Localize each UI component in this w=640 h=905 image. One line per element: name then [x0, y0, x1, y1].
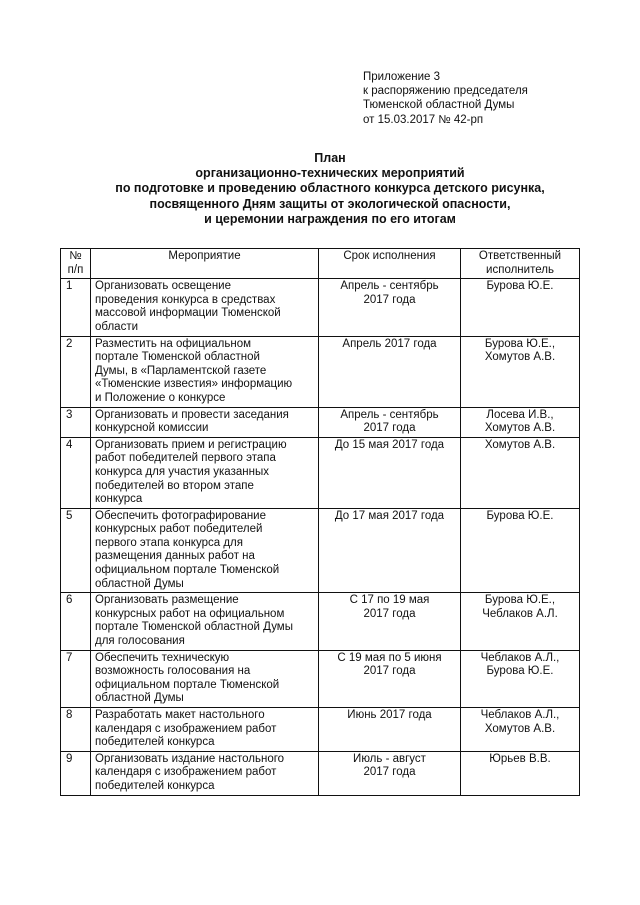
- cell-resp: [461, 751, 580, 795]
- table-row: [61, 751, 580, 795]
- header-term: [319, 249, 461, 279]
- cell-resp: [461, 508, 580, 593]
- cell-term: [319, 336, 461, 407]
- title-line: посвященного Дням защиты от экологической опасности,: [149, 196, 511, 211]
- appendix-line: Приложение 3: [363, 71, 441, 83]
- cell-num: 9: [61, 751, 91, 795]
- cell-resp-line: Хомутов А.В.: [484, 722, 556, 735]
- appendix-line: к распоряжению председателя: [363, 85, 528, 98]
- cell-num: 2: [61, 336, 91, 407]
- cell-term: [319, 708, 461, 752]
- cell-num: 6: [61, 593, 91, 650]
- table-row: [61, 508, 580, 593]
- cell-task-line: работ победителей первого этапа: [95, 452, 276, 465]
- cell-task: [91, 708, 319, 752]
- table-row: [61, 407, 580, 437]
- cell-resp-line: Бурова Ю.Е.: [486, 509, 554, 522]
- cell-task-line: проведения конкурса в средствах: [95, 293, 276, 306]
- appendix-line: от 15.03.2017 № 42-рп: [363, 113, 484, 126]
- title-line: по подготовке и проведению областного конкурса детского рисунка,: [115, 181, 545, 196]
- header-resp-line: Ответственный: [478, 250, 562, 262]
- header-task: [91, 249, 319, 279]
- cell-term-line: До 17 мая 2017 года: [334, 509, 445, 522]
- cell-term: [319, 279, 461, 336]
- cell-task-line: Организовать издание настольного: [95, 752, 285, 765]
- cell-task-line: «Тюменские известия» информацию: [95, 378, 293, 391]
- cell-term: [319, 593, 461, 650]
- cell-task: [91, 336, 319, 407]
- cell-term-line: 2017 года: [363, 293, 416, 306]
- cell-task: [91, 508, 319, 593]
- cell-resp-line: Бурова Ю.Е.,: [484, 594, 556, 607]
- cell-task-line: первого этапа конкурса для: [95, 536, 243, 549]
- title-line: и церемонии награждения по его итогам: [204, 211, 456, 226]
- header-term-line: Срок исполнения: [343, 250, 436, 262]
- cell-resp-line: Хомутов А.В.: [484, 422, 556, 435]
- table-row: [61, 437, 580, 508]
- cell-term-line: Апрель 2017 года: [342, 337, 437, 350]
- cell-task-line: конкурса: [95, 493, 143, 506]
- cell-task: [91, 593, 319, 650]
- cell-term: [319, 437, 461, 508]
- cell-task-line: массовой информации Тюменской: [95, 307, 281, 320]
- header-resp-line: исполнитель: [486, 263, 554, 276]
- cell-task-line: Думы, в «Парламентской газете: [95, 364, 267, 377]
- table-header-row: [61, 249, 580, 279]
- cell-resp: [461, 336, 580, 407]
- cell-term-line: 2017 года: [363, 665, 416, 678]
- table-row: [61, 279, 580, 336]
- cell-term: [319, 650, 461, 707]
- cell-resp: [461, 407, 580, 437]
- header-num-line: п/п: [67, 263, 84, 276]
- cell-resp-line: Бурова Ю.Е.,: [484, 337, 556, 350]
- cell-resp-line: Чеблаков А.Л.,: [480, 709, 560, 721]
- table-row: [61, 593, 580, 650]
- cell-num: 8: [61, 708, 91, 752]
- cell-num: 7: [61, 650, 91, 707]
- cell-task: [91, 751, 319, 795]
- cell-term-line: Июль - август: [353, 752, 426, 765]
- cell-term-line: До 15 мая 2017 года: [334, 438, 445, 451]
- cell-task-line: размещения данных работ на: [95, 550, 255, 563]
- cell-resp-line: Юрьев В.В.: [489, 752, 551, 765]
- cell-task-line: официальном портале Тюменской: [95, 564, 280, 577]
- cell-task-line: областной Думы: [95, 692, 184, 705]
- cell-task: [91, 279, 319, 336]
- cell-task-line: Разместить на официальном: [95, 337, 252, 350]
- cell-resp-line: Хомутов А.В.: [484, 438, 556, 451]
- cell-resp: [461, 593, 580, 650]
- cell-task-line: Обеспечить фотографирование: [95, 509, 267, 522]
- cell-term-line: 2017 года: [363, 766, 416, 779]
- appendix-block: [363, 70, 528, 127]
- table-row: [61, 336, 580, 407]
- cell-task-line: Организовать прием и регистрацию: [95, 438, 287, 451]
- cell-task-line: Организовать и провести заседания: [95, 408, 289, 421]
- cell-resp-line: Хомутов А.В.: [484, 351, 556, 364]
- cell-task-line: Обеспечить техническую: [95, 651, 230, 664]
- cell-task-line: календаря с изображением работ: [95, 722, 277, 735]
- cell-task-line: Организовать размещение: [95, 594, 239, 607]
- cell-resp-line: Чеблаков А.Л.,: [480, 651, 560, 664]
- cell-num: 4: [61, 437, 91, 508]
- cell-term-line: 2017 года: [363, 422, 416, 435]
- cell-term-line: Апрель - сентябрь: [340, 280, 439, 293]
- cell-task-line: портале Тюменской областной: [95, 351, 260, 364]
- cell-term: [319, 751, 461, 795]
- cell-task-line: портале Тюменской областной Думы: [95, 621, 293, 634]
- cell-term: [319, 508, 461, 593]
- cell-num: 3: [61, 407, 91, 437]
- header-resp: [461, 249, 580, 279]
- cell-term-line: С 17 по 19 мая: [349, 594, 430, 607]
- cell-task-line: конкурса для участия указанных: [95, 465, 269, 478]
- cell-task-line: официальном портале Тюменской: [95, 678, 280, 691]
- cell-term-line: Апрель - сентябрь: [340, 408, 439, 421]
- cell-task-line: конкурсной комиссии: [95, 422, 209, 435]
- cell-term: [319, 407, 461, 437]
- header-num-line: №: [69, 250, 82, 262]
- table-row: [61, 708, 580, 752]
- cell-task-line: для голосования: [95, 635, 185, 648]
- header-task-line: Мероприятие: [168, 250, 241, 262]
- cell-resp: [461, 708, 580, 752]
- cell-task-line: победителей конкурса: [95, 779, 215, 792]
- cell-task-line: области: [95, 320, 139, 333]
- cell-task: [91, 407, 319, 437]
- plan-table: [60, 248, 580, 796]
- cell-resp-line: Чеблаков А.Л.: [482, 607, 558, 620]
- cell-resp: [461, 279, 580, 336]
- cell-task-line: областной Думы: [95, 577, 184, 590]
- cell-task-line: конкурсных работ победителей: [95, 523, 263, 536]
- cell-num: 5: [61, 508, 91, 593]
- cell-task-line: Разработать макет настольного: [95, 709, 265, 721]
- cell-term-line: С 19 мая по 5 июня: [337, 651, 442, 664]
- cell-task-line: Организовать освещение: [95, 280, 231, 293]
- cell-resp-line: Лосева И.В.,: [486, 408, 554, 421]
- cell-task-line: и Положение о конкурсе: [95, 391, 226, 404]
- title-line: организационно-технических мероприятий: [195, 166, 465, 181]
- cell-term-line: 2017 года: [363, 607, 416, 620]
- cell-task-line: календаря с изображением работ: [95, 766, 277, 779]
- cell-resp: [461, 437, 580, 508]
- cell-term-line: Июнь 2017 года: [347, 709, 432, 721]
- cell-task-line: возможность голосования на: [95, 665, 251, 678]
- table-body: [61, 279, 580, 795]
- cell-resp-line: Бурова Ю.Е.: [486, 280, 554, 293]
- table-row: [61, 650, 580, 707]
- document-title: [60, 151, 600, 227]
- cell-task-line: победителей конкурса: [95, 736, 215, 749]
- cell-num: 1: [61, 279, 91, 336]
- cell-task-line: конкурсных работ на официальном: [95, 607, 285, 620]
- appendix-line: Тюменской областной Думы: [363, 99, 515, 112]
- cell-resp-line: Бурова Ю.Е.: [486, 665, 554, 678]
- cell-task: [91, 650, 319, 707]
- header-num: [61, 249, 91, 279]
- cell-task: [91, 437, 319, 508]
- title-line: План: [314, 151, 346, 165]
- cell-resp: [461, 650, 580, 707]
- cell-task-line: победителей во втором этапе: [95, 479, 254, 492]
